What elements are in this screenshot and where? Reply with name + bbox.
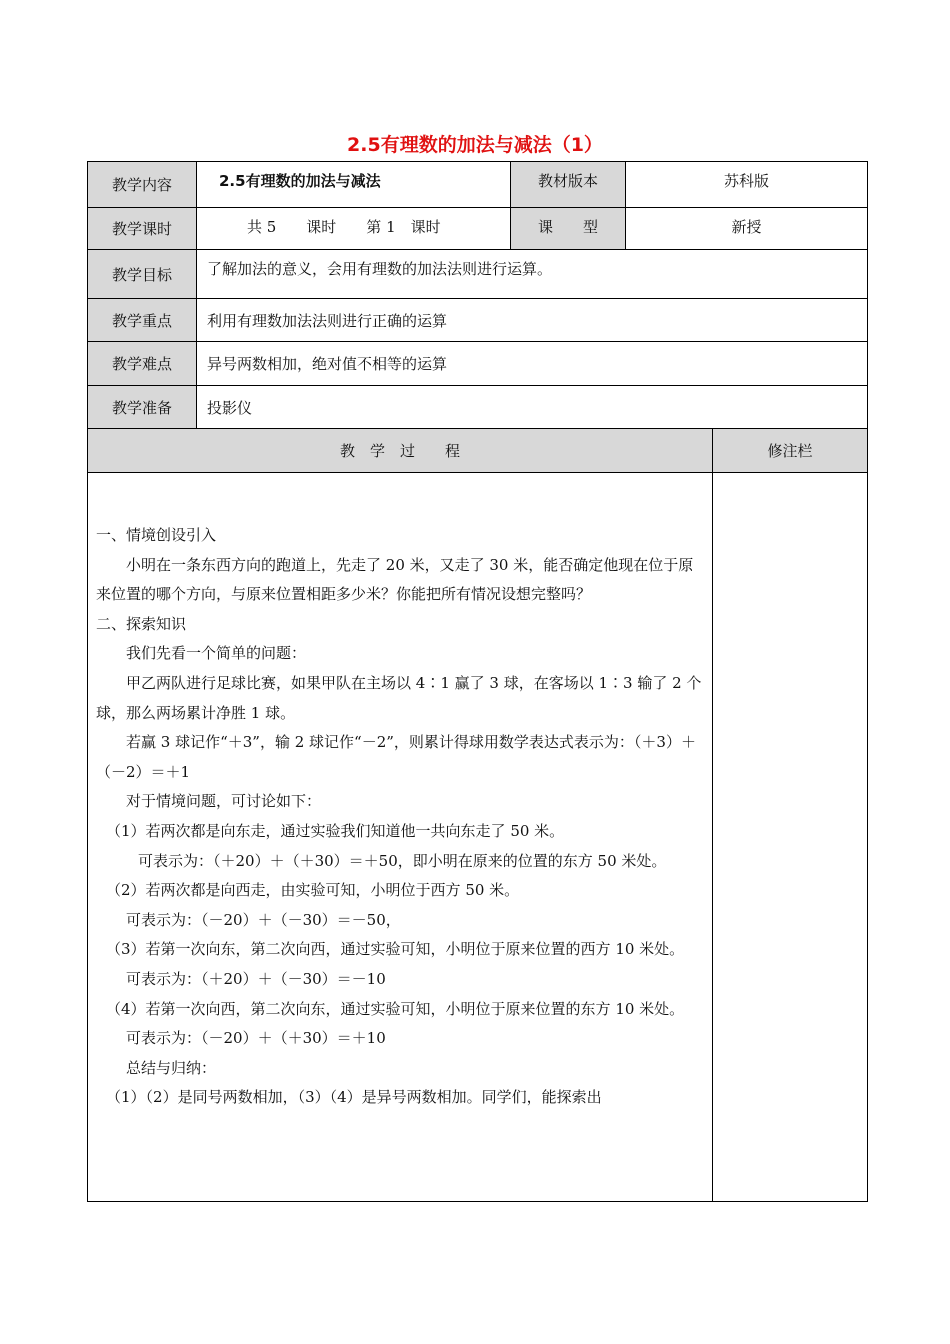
paragraph: 小明在一条东西方向的跑道上，先走了 20 米，又走了 30 米，能否确定他现在位于原来位置的哪个方向，与原来位置相距多少米？你能把所有情况设想完整吗？ — [96, 555, 694, 604]
row-process-heading — [88, 429, 868, 473]
paragraph: 对于情境问题，可讨论如下： — [126, 792, 322, 811]
paragraph: 可表示为：（＋20）＋（－30）＝－10 — [126, 969, 386, 988]
row-content — [88, 162, 868, 208]
label-prep: 教学准备 — [88, 386, 197, 429]
row-difficulty — [88, 342, 868, 386]
notes-heading: 修注栏 — [713, 429, 868, 473]
paragraph: 甲乙两队进行足球比赛，如果甲队在主场以 4∶1 赢了 3 球，在客场以 1∶3 输了 2 个球，那么两场累计净胜 1 球。 — [96, 673, 702, 722]
row-hours — [88, 208, 868, 250]
value-goal: 了解加法的意义，会用有理数的加法法则进行运算。 — [197, 250, 868, 299]
label-type: 课 型 — [511, 208, 626, 250]
label-goal: 教学目标 — [88, 250, 197, 299]
row-key — [88, 299, 868, 342]
label-key: 教学重点 — [88, 299, 197, 342]
row-process-body — [88, 473, 868, 1202]
value-edition: 苏科版 — [626, 162, 868, 208]
label-difficulty: 教学难点 — [88, 342, 197, 386]
notes-column — [713, 473, 868, 1202]
label-hours: 教学课时 — [88, 208, 197, 250]
value-content: 2.5有理数的加法与减法 — [197, 162, 511, 208]
paragraph: 若赢 3 球记作“＋3”，输 2 球记作“－2”，则累计得球用数学表达式表示为：（＋3）＋（－2）＝＋1 — [96, 733, 696, 781]
lesson-plan-table — [87, 161, 868, 1202]
paragraph: 我们先看一个简单的问题： — [126, 644, 307, 663]
paragraph: （3）若第一次向东，第二次向西，通过实验可知，小明位于原来位置的西方 10 米处。 — [106, 940, 685, 959]
label-edition: 教材版本 — [511, 162, 626, 208]
value-hours: 共 5 课时 第 1 课时 — [197, 208, 511, 250]
paragraph: （1）（2）是同号两数相加，（3）（4）是异号两数相加。同学们，能探索出 — [106, 1088, 602, 1107]
process-heading: 教 学 过 程 — [88, 429, 713, 473]
label-content: 教学内容 — [88, 162, 197, 208]
paragraph: 可表示为：（－20）＋（＋30）＝＋10 — [126, 1029, 386, 1048]
paragraph: （2）若两次都是向西走，由实验可知，小明位于西方 50 米。 — [106, 881, 520, 900]
paragraph: 总结与归纳： — [126, 1058, 217, 1077]
value-key: 利用有理数加法法则进行正确的运算 — [197, 299, 868, 342]
value-type: 新授 — [626, 208, 868, 250]
paragraph: 可表示为：（＋20）＋（＋30）＝＋50，即小明在原来的位置的东方 50 米处。 — [138, 851, 667, 870]
value-difficulty: 异号两数相加，绝对值不相等的运算 — [197, 342, 868, 386]
section-heading-intro: 一、情境创设引入 — [96, 526, 217, 544]
row-prep — [88, 386, 868, 429]
row-goal — [88, 250, 868, 299]
section-heading-explore: 二、探索知识 — [96, 614, 187, 633]
paragraph: （4）若第一次向西，第二次向东，通过实验可知，小明位于原来位置的东方 10 米处。 — [106, 999, 685, 1018]
process-content — [88, 473, 713, 1202]
paragraph: 可表示为：（－20）＋（－30）＝－50， — [126, 910, 401, 929]
document-title: 2.5有理数的加法与减法（1） — [347, 134, 603, 156]
value-prep: 投影仪 — [197, 386, 868, 429]
paragraph: （1）若两次都是向东走，通过实验我们知道他一共向东走了 50 米。 — [106, 821, 565, 840]
